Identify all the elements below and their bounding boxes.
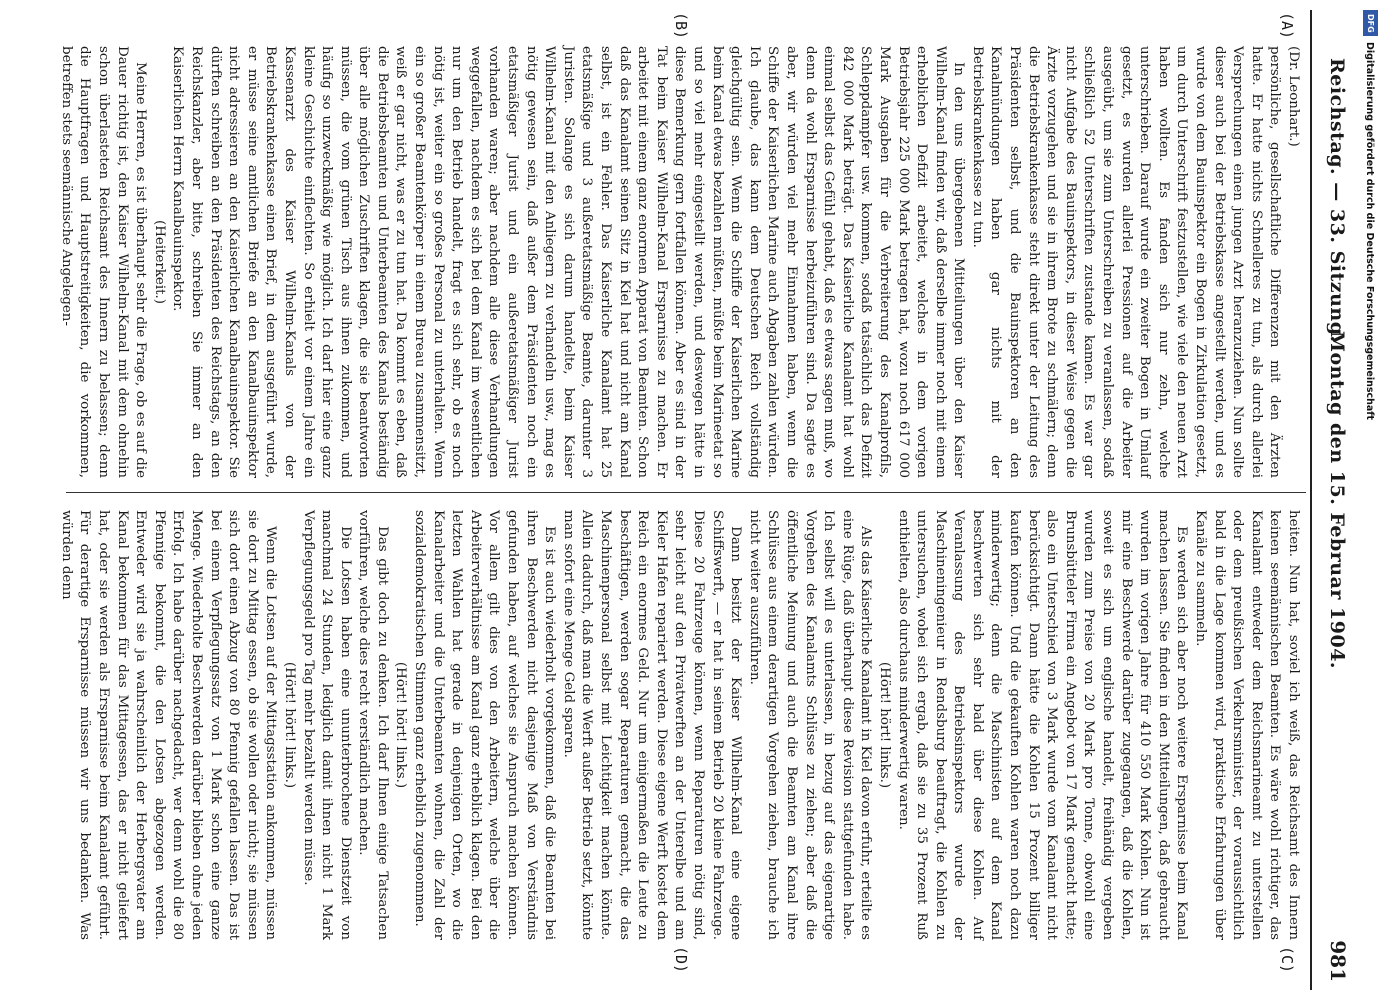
dfg-logo: DFG — [1363, 10, 1378, 36]
interjection: (Heiterkeit.) — [151, 220, 167, 304]
paragraph: heiten. Nun hat, soviel ich weiß, das Reichsamt des Innern keinen seemännischen Beamten. Es wäre wohl richtiger, das Kanalamt entweder dem Reichsmarineamt zu unterstellen oder dem preußischen Verkehrsminister, der voraussichtlich bald in die Lage kommen wird, praktische Erfahrungen über Kanäle zu sammeln. — [1193, 510, 1301, 940]
page-header — [1310, 10, 1358, 990]
interjection: (Hört! hört! links.) — [281, 661, 297, 789]
speaker-label: (Dr. Leonhart.) — [1286, 46, 1301, 147]
paragraph: Als das Kaiserliche Kanalamt in Kiel davon erfuhr, erteilte es eine Rüge, daß überhaupt diese Revision stattgefunden habe. Ich selbst will es unterlassen, in bezug auf das eigenartige Vorgehen des Kanalamts Schlüsse zu ziehen; aber daß die öffentliche Meinung und auch die Beamten am Kanal ihre Schlüsse aus einem derartigen Vorgehen ziehen, brauche ich nicht weiter auszuführen. — [746, 510, 874, 940]
header-date: Montag den 15. Februar 1904. — [1326, 330, 1348, 670]
page-number: 981 — [1326, 940, 1350, 982]
paragraph: Die Lotsen haben eine ununterbrochene Dienstzeit von manchmal 24 Stunden, lediglich damit ihnen nicht 1 Mark Verpflegungsgeld pro Tag mehr bezahlt werden müsse. — [300, 510, 353, 940]
paragraph: persönliche, gesellschaftliche Differenzen mit den Ärzten hatte. Er hatte nichts Schnelleres zu tun, als durch allerlei Versprechungen einen jungen Arzt heranzuziehen. Nun sollte dieser auch bei der Betriebskasse angestellt werden, und es wurde von dem Bauinspektor ein Bogen in Zirkulation gesetzt, um durch Unterschrift festzustellen, wie viele den neuen Arzt haben wollten. Es fanden sich nur zehn, welche unterschrieben. Darauf wurde ein zweiter Bogen in Umlauf gesetzt, es wurden allerlei Pressionen auf die Arbeiter ausgeübt, um sie zum Unterschreiben zu veranlassen, sodaß schließlich 52 Unterschriften zustande kamen. Es war gar nicht Aufgabe des Bauinspektors, in dieser Weise gegen die Ärzte vorzugehen und sie in ihrem Brote zu schmälern; denn die Betriebskrankenkasse steht direkt unter der Leitung des Präsidenten selbst, und die Bauinspektoren an den Kanalmündungen haben gar nichts mit der Betriebskrankenkasse zu tun. — [969, 46, 1283, 478]
paragraph: Dann besitzt der Kaiser Wilhelm-Kanal eine eigene Schiffswerft, — er hat in seinem Betrieb 20 kleine Fahrzeuge. Diese 20 Fahrzeuge können, wenn Reparaturen nötig sind, sehr leicht auf den Privatwerften an der Unterelbe und am Kieler Hafen repariert werden. Diese eigene Werft kostet dem Reich ein enormes Geld. Nur um einigermaßen die Leute zu beschäftigen, werden sogar Reparaturen gemacht, die das Maschinenpersonal selbst mit Leichtigkeit machen könnte. Allein dadurch, daß man die Werft außer Betrieb setzt, könnte man sofort eine Menge Geld sparen. — [560, 510, 744, 940]
margin-marker-d: (D) — [672, 946, 690, 974]
paragraph: Meine Herren, es ist überhaupt sehr die Frage, ob es auf die Dauer richtig ist, den Kaiser Wilhelm-Kanal mit dem ohnehin schon überlasteten Reichsamt des Innern zu belassen; denn die Hauptfragen und Hauptstreitigkeiten, die vorkommen, betreffen stets seemännische Angelegen- — [58, 46, 149, 478]
paragraph: In den uns übergebenen Mitteilungen über den Kaiser Wilhelm-Kanal finden wir, daß derselbe immer noch mit einem erheblichen Defizit arbeitet, welches in dem vorigen Betriebsjahr 225 000 Mark betragen hat, wozu noch 617 000 Mark Ausgaben für die Verbreiterung des Kanalprofils, Schleppdampfer usw. kommen, sodaß tatsächlich das Defizit 842 000 Mark beträgt. Das Kaiserliche Kanalamt hat wohl einmal selbst das Gefühl gehabt, daß es etwas sagen muß, wo denn da wohl Ersparnisse herbeizuführen sind. Da sagte es aber, wir würden viel mehr Einnahmen haben, wenn die Schiffe der Kaiserlichen Marine auch Abgaben zahlen würden. Ich glaube, das kann dem Deutschen Reich vollständig gleichgültig sein. Wenn die Schiffe der Kaiserlichen Marine beim Kanal etwas bezahlen müßten, müßte beim Marineetat so und so viel mehr eingestellt werden, und deswegen hätte in diese Bemerkung gern fortfallen können. Aber es sind in der Tat beim Kaiser Wilhelm-Kanal Ersparnisse zu machen. Er arbeitet mit einem ganz enormen Apparat von Beamten. Schon daß das Kanalamt seinen Sitz in Kiel hat und nicht am Kanal selbst, ist ein Fehler. Das Kaiserliche Kanalamt hat 25 etatsmäßige und 3 außeretatsmäßige Beamte, darunter 3 Juristen. Solange es sich darum handelte, beim Kaiser Wilhelm-Kanal mit den Anliegern zu verhandeln usw., mag es nötig gewesen sein, daß außer dem Präsidenten noch ein etatsmäßiger Jurist und ein außeretatsmäßiger Jurist vorhanden waren; aber nachdem alle diese Verhandlungen weggefallen, nachdem es sich bei dem Kanal im wesentlichen nur um den Betrieb handelt, fragt es sich sehr, ob es noch nötig ist, weiter ein so großes Personal zu unterhalten. Wenn ein so großer Beamtenkörper in einem Bureau zusammensitzt, weiß er gar nicht, was er zu tun hat. Da kommt es eben, daß die Betriebsbeamten und Unterbeamten des Kanals beständig über alle möglichen Zuschriften klagen, die sie beantworten müssen, die vom grünen Tisch aus ihnen zukommen, und häufig so unzweckmäßig wie möglich. Ich darf hier eine ganz kleine Geschichte einflechten. So erhielt vor einem Jahre ein Kassenarzt des Kaiser Wilhelm-Kanals von der Betriebskrankenkasse einen Brief, in dem ausgeführt wurde, er müsse seine amtlichen Briefe an den Kanalbauinspektor nicht adressieren an den Kaiserlichen Kanalbauinspektor. Sie dürften schreiben an den Präsidenten des Reichstags, an den Reichskanzler, aber bitte, schreiben Sie immer an den Kaiserlichen Herrn Kanalbauinspektor. — [170, 46, 967, 478]
paragraph: Wenn die Lotsen auf der Mittagsstation ankommen, müssen sie dort zu Mittag essen, ob sie wollen oder nicht; sie müssen sich dort einen Abzug von 80 Pfennig gefallen lassen. Das ist bei einem Verpflegungssatz von 1 Mark schon eine ganze Menge. Wiederholte Beschwerden darüber blieben ohne jeden Erfolg. Ich habe darüber nachgedacht, wer denn wohl die 80 Pfennige bekommt, die den Lotsen abgezogen werden. Entweder wird sie ja wahrscheinlich der Herbergsvater am Kanal bekommen für das Mittagessen, das er nicht geliefert hat, oder sie werden als Ersparnisse beim Kanalamt geführt. Für derartige Ersparnisse müssen wir uns bedanken. Was würden denn — [58, 510, 279, 940]
digitization-credit — [1362, 4, 1380, 994]
newspaper-page — [38, 10, 1358, 990]
right-column — [58, 510, 1302, 940]
left-column — [58, 46, 1302, 478]
interjection: (Hört! hört! links.) — [393, 661, 409, 789]
header-session: Reichstag. — 33. Sitzung. — [1326, 58, 1348, 343]
column-divider — [66, 492, 1306, 493]
paragraph: Es ist auch wiederholt vorgekommen, daß die Beamten bei ihren Beschwerden nicht dasjenige Maß von Verständnis gefunden haben, auf welches sie Anspruch machen können. Vor allem gilt dies von den Arbeitern, welche über die Arbeiterverhältnisse am Kanal ganz erheblich klagen. Bei den letzten Wahlen hat gerade in denjenigen Orten, wo die Kanalarbeiter und die Unterbeamten wohnen, die Zahl der sozialdemokratischen Stimmen ganz erheblich zugenommen. — [412, 510, 558, 940]
paragraph: Das gibt doch zu denken. Ich darf Ihnen einige Tatsachen vorführen, welche dies recht verständlich machen. — [356, 510, 390, 940]
margin-marker-a: (A) — [1278, 12, 1296, 40]
paragraph: Es werden sich aber noch weitere Ersparnisse beim Kanal machen lassen. Sie finden in den Mitteilungen, daß gebraucht wurden im vorigen Jahre für 410 550 Mark Kohlen. Nun ist mir eine Beschwerde darüber zugegangen, daß die Kohlen, soweit es sich um englische handelt, freihändig vergeben wurden zum Preise von 20 Mark pro Tonne, obwohl eine Brunsbütteler Firma ein Angebot von 17 Mark gemacht hatte; also ein Unterschied von 3 Mark wurde vom Kanalamt nicht berücksichtigt. Dann hätte die Kohlen 15 Prozent billiger kaufen können. Und die gekauften Kohlen waren noch dazu minderwertig; denn die Maschinisten auf dem Kanal beschwerten sich sehr bald über diese Kohlen. Auf Veranlassung des Betriebsinspektors wurde der Maschineningenieur in Rendsburg beauftragt, die Kohlen zu untersuchen, wobei sich ergab, daß sie zu 35 Prozent Ruß enthielten, also durchaus minderwertig waren. — [895, 510, 1190, 940]
margin-marker-b: (B) — [672, 12, 690, 40]
margin-marker-c: (C) — [1278, 946, 1296, 974]
credit-text: Digitalisierung gefördert durch die Deutsche Forschungsgemeinschaft — [1364, 42, 1375, 420]
interjection: (Hört! hört! links.) — [876, 661, 892, 789]
